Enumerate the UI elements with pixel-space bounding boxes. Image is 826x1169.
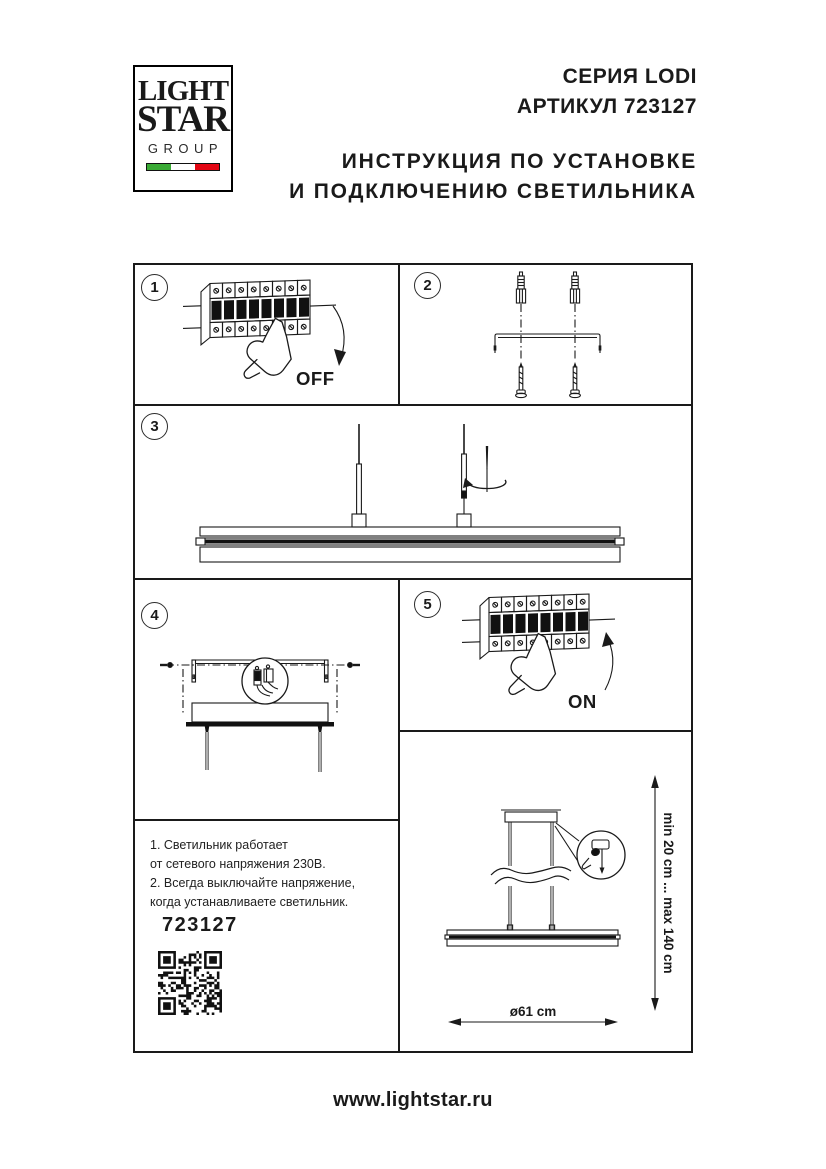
rotate-arrow-icon [463, 446, 506, 492]
website-url: www.lightstar.ru [333, 1089, 493, 1111]
fixture-bar-drawing [140, 408, 685, 572]
mounting-bracket-icon [494, 334, 601, 353]
screw-icon [570, 362, 581, 398]
divider [135, 578, 691, 580]
divider [398, 578, 400, 1051]
note-line: когда устанавливаете светильник. [150, 895, 349, 909]
logo-word-light: LIGHT [137, 75, 229, 107]
flag-red-segment [195, 164, 219, 170]
height-dimension [651, 775, 676, 1011]
ceiling-mount-drawing [140, 585, 390, 810]
arrow-up-icon [602, 632, 614, 690]
width-dimension [448, 1004, 618, 1026]
cable-lock-detail-magnifier [577, 831, 625, 879]
logo-word-group: GROUP [147, 141, 224, 156]
wall-anchor-icon [516, 272, 525, 303]
off-label: OFF [296, 368, 335, 389]
step-1-badge: 1 [141, 274, 168, 301]
mounting-hardware-drawing [462, 266, 662, 402]
diameter-label: ø61 cm [509, 1004, 557, 1019]
divider [135, 404, 691, 406]
breaker-row-icon [183, 279, 336, 345]
suspension-dimensions-drawing [405, 735, 690, 1047]
instruction-title-line1: ИНСТРУКЦИЯ ПО УСТАНОВКЕ [341, 150, 697, 173]
height-range-label: min 20 cm ... max 140 cm [661, 812, 676, 974]
flag-white-segment [171, 164, 195, 170]
safety-notes [150, 836, 392, 912]
flag-green-segment [147, 164, 171, 170]
screw-icon [516, 362, 527, 398]
step-2-badge: 2 [414, 272, 441, 299]
pointing-hand-icon [509, 632, 558, 697]
step-3-badge: 3 [141, 413, 168, 440]
divider [398, 730, 691, 732]
note-line: 2. Всегда выключайте напряжение, [150, 876, 356, 890]
article-title: АРТИКУЛ 723127 [516, 95, 697, 118]
divider [135, 819, 399, 821]
lightstar-logo [133, 65, 233, 192]
italian-flag-bar [146, 163, 220, 171]
series-title: СЕРИЯ LODI [562, 65, 697, 88]
logo-word-star: STAR [137, 99, 229, 140]
qr-code [158, 951, 222, 1015]
document-header [289, 62, 697, 207]
pointing-hand-icon [244, 316, 295, 383]
arrow-down-icon [333, 306, 346, 366]
on-label: ON [568, 691, 597, 712]
step-5-badge: 5 [414, 591, 441, 618]
wall-anchor-icon [570, 272, 579, 303]
wiring-detail-magnifier [242, 658, 288, 704]
instruction-title-line2: И ПОДКЛЮЧЕНИЮ СВЕТИЛЬНИКА [289, 180, 697, 203]
divider [398, 265, 400, 405]
note-line: от сетевого напряжения 230В. [150, 857, 326, 871]
article-number: 723127 [162, 914, 238, 936]
breaker-panel-off-drawing [183, 272, 388, 398]
note-line: 1. Светильник работает [150, 838, 288, 852]
step-4-badge: 4 [141, 602, 168, 629]
